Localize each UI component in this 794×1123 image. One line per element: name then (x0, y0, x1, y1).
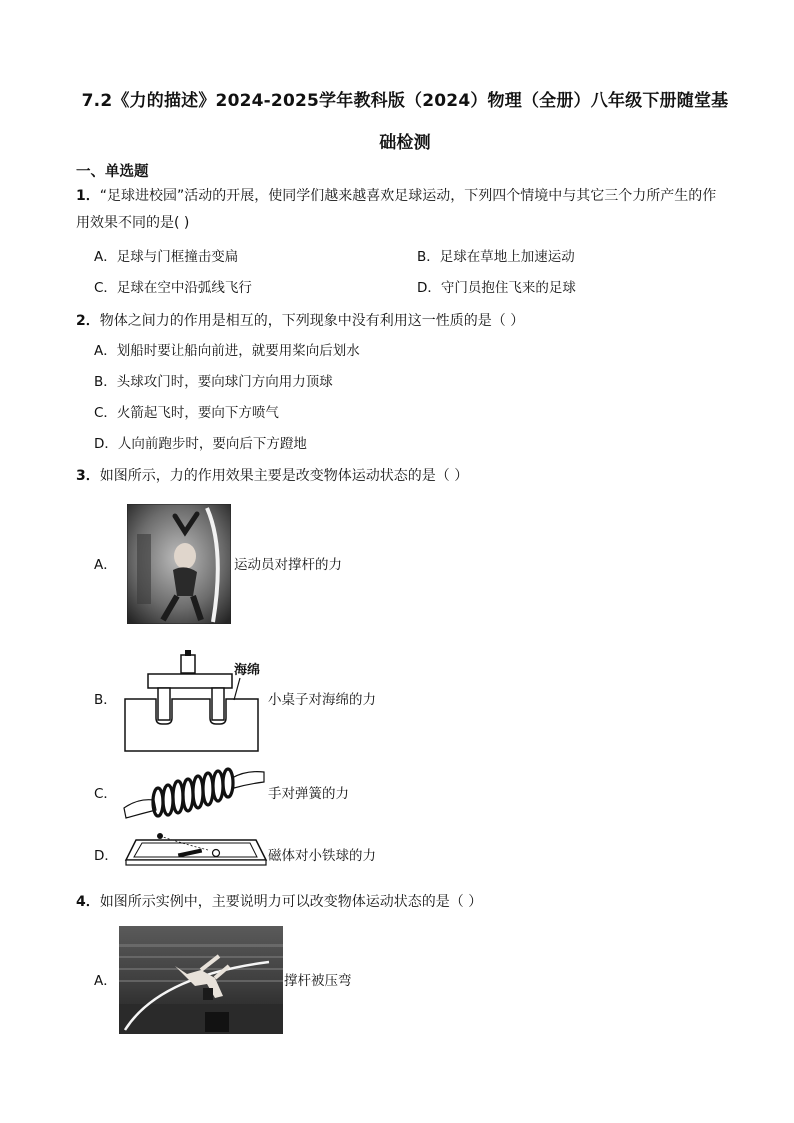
pole-vaulter-photo (127, 504, 231, 624)
question-1-option-b[interactable]: B．足球在草地上加速运动 (417, 249, 575, 265)
question-1-text-line2: 用效果不同的是( ) (76, 215, 190, 231)
question-1-option-c[interactable]: C．足球在空中沿弧线飞行 (94, 280, 252, 296)
question-3-text: 如图所示，力的作用效果主要是改变物体运动状态的是（ ） (99, 468, 469, 484)
question-2-option-c[interactable]: C．火箭起飞时，要向下方喷气 (94, 405, 279, 421)
spring-hands-diagram (122, 764, 268, 822)
question-3-option-a-label[interactable]: A． (94, 557, 117, 573)
question-3-option-c-caption: 手对弹簧的力 (268, 786, 349, 802)
question-3-number: 3． (76, 468, 100, 484)
section-heading: 一、单选题 (76, 164, 149, 180)
question-2-text: 物体之间力的作用是相互的，下列现象中没有利用这一性质的是（ ） (99, 313, 525, 329)
question-3-option-b-label[interactable]: B． (94, 692, 117, 708)
question-2-number: 2． (76, 313, 100, 329)
question-1-number: 1． (76, 188, 100, 204)
question-1 (76, 183, 746, 237)
question-2-option-b[interactable]: B．头球攻门时，要向球门方向用力顶球 (94, 374, 333, 390)
question-3-option-d-caption: 磁体对小铁球的力 (268, 848, 376, 864)
sponge-label: 海绵 (234, 663, 261, 678)
question-3-option-c-label[interactable]: C． (94, 786, 117, 802)
question-2-option-d[interactable]: D．人向前跑步时，要向后下方蹬地 (94, 436, 307, 452)
question-3-option-a-caption: 运动员对撑杆的力 (234, 557, 342, 573)
question-1-option-d[interactable]: D．守门员抱住飞来的足球 (417, 280, 576, 296)
pole-vault-bent-pole-photo (119, 926, 283, 1034)
question-3-option-d-label[interactable]: D． (94, 848, 118, 864)
question-2-option-a[interactable]: A．划船时要让船向前进，就要用桨向后划水 (94, 343, 360, 359)
question-1-text-line1: “足球进校园”活动的开展，使同学们越来越喜欢足球运动，下列四个情境中与其它三个力所产生的作 (99, 188, 717, 204)
question-4 (76, 889, 746, 916)
question-2 (76, 308, 746, 335)
question-4-number: 4． (76, 894, 100, 910)
question-1-option-a[interactable]: A．足球与门框撞击变扁 (94, 249, 239, 265)
question-4-option-a-label[interactable]: A． (94, 973, 117, 989)
page-title-line2: 础检测 (379, 133, 431, 153)
question-3-option-b-caption: 小桌子对海绵的力 (268, 692, 376, 708)
question-3 (76, 463, 746, 490)
question-4-option-a-caption: 撑杆被压弯 (284, 973, 352, 989)
page-title-line1: 7.2《力的描述》2024-2025学年教科版（2024）物理（全册）八年级下册随堂基 (81, 91, 729, 111)
magnet-ball-diagram (122, 830, 268, 870)
question-4-text: 如图所示实例中，主要说明力可以改变物体运动状态的是（ ） (99, 894, 483, 910)
